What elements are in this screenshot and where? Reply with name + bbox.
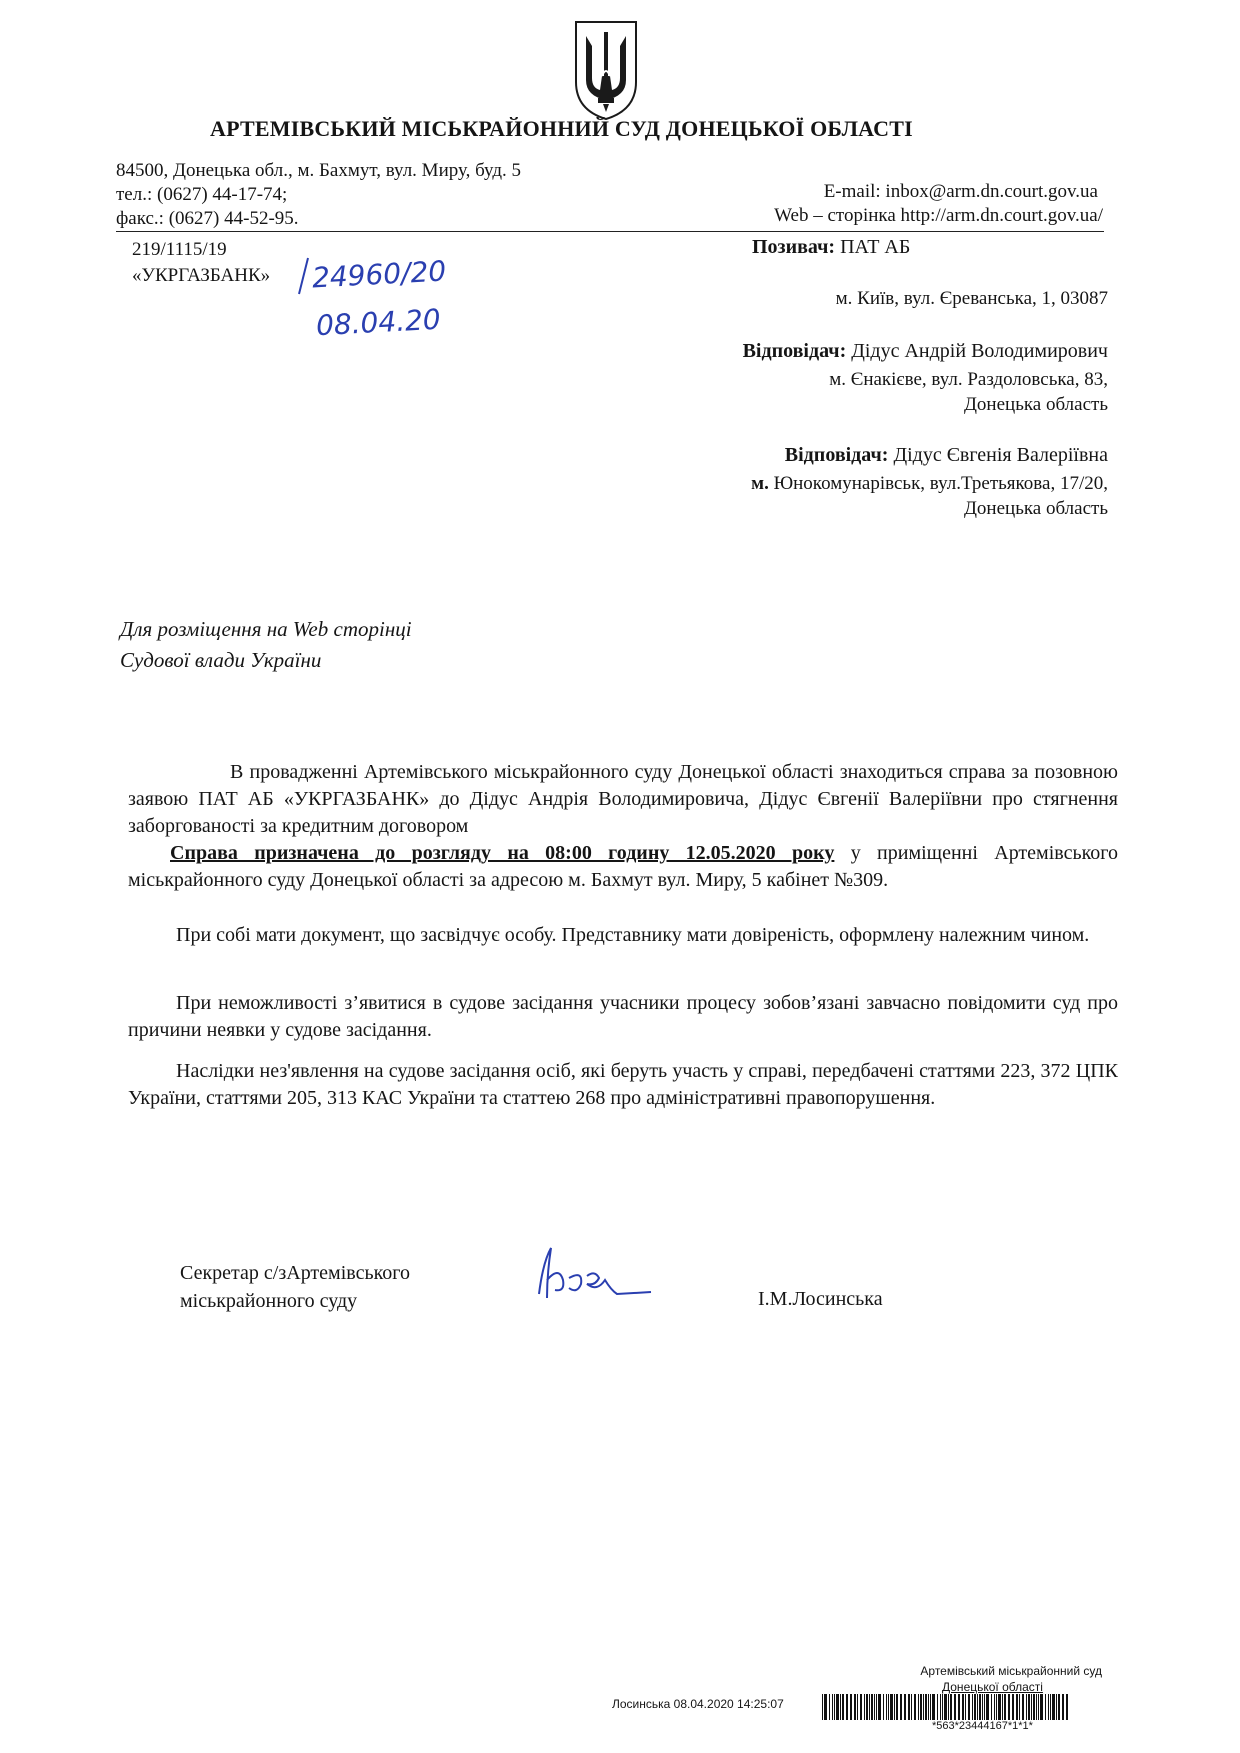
signatory-title-line2: міськрайонного суду: [180, 1290, 358, 1312]
hearing-location: у приміщенні Артемівського міськрайонного суду Донецької області за адресою м. Бахмут вул. Миру, 5 кабінет №309.: [128, 842, 1118, 891]
defendant1-name: Дідус Андрій Володимирович: [851, 340, 1108, 362]
bank-name: «УКРГАЗБАНК»: [132, 265, 271, 286]
signatory-title: [180, 1259, 410, 1315]
court-address: 84500, Донецька обл., м. Бахмут, вул. Миру, буд. 5: [116, 160, 522, 181]
signer-name: І.М.Лосинська: [758, 1288, 883, 1310]
barcode: [822, 1694, 1072, 1720]
court-email: E-mail: inbox@arm.dn.court.gov.ua: [823, 181, 1098, 202]
body-paragraph-2: [128, 840, 1118, 894]
handwritten-signature: [525, 1240, 655, 1310]
body-paragraph-3: При собі мати документ, що засвідчує особу. Представнику мати довіреність, оформлену належним чином.: [176, 924, 1090, 946]
court-website: Web – сторінка http://arm.dn.court.gov.ua/: [774, 205, 1103, 226]
hearing-date-notice: Справа призначена до розгляду на 08:00 годину 12.05.2020 року: [170, 842, 835, 864]
case-number: 219/1115/19: [132, 239, 227, 260]
defendant2-name: Дідус Євгенія Валеріївна: [893, 444, 1108, 466]
header-divider: [116, 231, 1104, 232]
defendant2-label: Відповідач:: [784, 444, 889, 466]
plaintiff-address: м. Київ, вул. Єреванська, 1, 03087: [835, 288, 1108, 309]
placement-note-line2: Судової влади України: [120, 648, 322, 672]
coat-of-arms-icon: [572, 18, 640, 122]
footer-stamp-court: Артемівський міськрайонний суд: [920, 1664, 1102, 1678]
plaintiff-label: Позивач:: [752, 236, 836, 258]
placement-note: [120, 614, 412, 676]
body-paragraph-4: При неможливості з’явитися в судове засідання учасники процесу зобов’язані завчасно повідомити суд про причини неявки у судове засідання.: [128, 992, 1118, 1041]
plaintiff-line: [752, 236, 910, 259]
defendant1-line: [743, 340, 1108, 363]
handwritten-incoming-date: 08.04.20: [315, 302, 442, 343]
handwritten-incoming-number: 24960/20: [311, 254, 447, 295]
court-name: АРТЕМІВСЬКИЙ МІСЬКРАЙОННИЙ СУД ДОНЕЦЬКОЇ ОБЛАСТІ: [210, 116, 913, 141]
body-paragraph-5: Наслідки нез'явлення на судове засідання осіб, які беруть участь у справі, передбачені статтями 223, 372 ЦПК України, статтями 205, 313 КАС України та статтею 268 про адміністративні правопорушення.: [128, 1060, 1118, 1109]
footer-stamp-region: Донецької області: [942, 1680, 1043, 1694]
court-fax: факс.: (0627) 44-52-95.: [116, 208, 299, 229]
plaintiff-name: ПАТ АБ: [840, 236, 911, 258]
handwritten-slash: [296, 256, 310, 296]
defendant1-address: м. Єнакієве, вул. Раздоловська, 83,: [829, 369, 1108, 390]
placement-note-line1: Для розміщення на Web сторінці: [120, 617, 412, 641]
footer-clerk-timestamp: Лосинська 08.04.2020 14:25:07: [612, 1697, 784, 1711]
barcode-text: *563*23444167*1*1*: [932, 1720, 1033, 1732]
defendant2-address: Юнокомунарівськ, вул.Третьякова, 17/20,: [773, 473, 1108, 494]
defendant2-region: Донецька область: [963, 498, 1108, 519]
defendant1-label: Відповідач:: [742, 340, 847, 362]
defendant2-line: [785, 444, 1108, 467]
defendant2-city-prefix: м.: [751, 473, 769, 494]
defendant2-address-line: [751, 473, 1108, 495]
court-phone: тел.: (0627) 44-17-74;: [116, 184, 288, 205]
body-paragraph-1: В провадженні Артемівського міськрайонного суду Донецької області знаходиться справа за позовною заявою ПАТ АБ «УКРГАЗБАНК» до Дідус Андрія Володимировича, Дідус Євгенії Валеріївни про стягнення заборгованості за кредитним договором: [128, 761, 1118, 837]
signatory-title-line1: Секретар с/зАртемівського: [180, 1262, 410, 1284]
defendant1-region: Донецька область: [963, 394, 1108, 415]
